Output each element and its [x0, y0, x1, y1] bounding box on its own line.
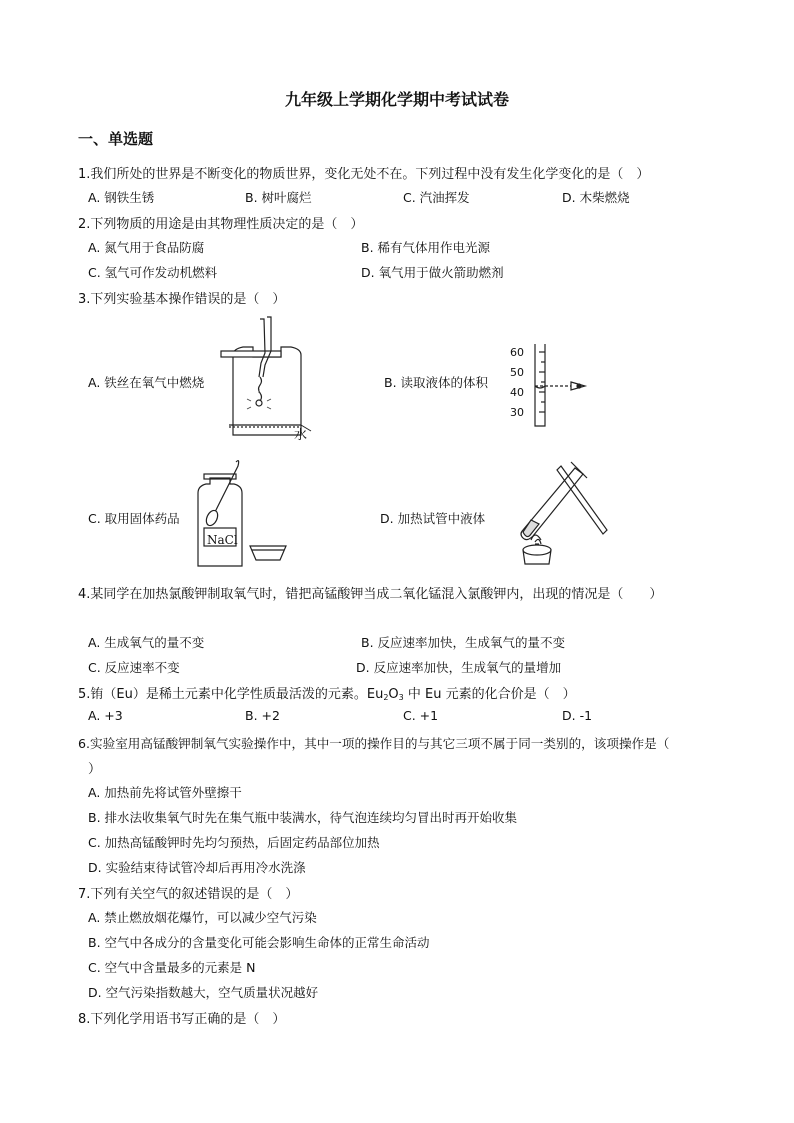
q6-option-b: B. 排水法收集氧气时先在集气瓶中装满水，待气泡连续均匀冒出时再开始收集	[88, 810, 518, 825]
iron-wire-combustion-figure	[215, 315, 315, 440]
q5-option-d: D. -1	[562, 708, 593, 723]
q3-option-c: C. 取用固体药品	[88, 511, 180, 526]
solid-reagent-figure	[190, 458, 300, 570]
q1-option-b: B. 树叶腐烂	[245, 190, 312, 205]
q6-option-d: D. 实验结束待试管冷却后再用冷水洗涤	[88, 860, 306, 875]
q3-option-d: D. 加热试管中液体	[380, 511, 486, 526]
question-3-stem: 3.下列实验基本操作错误的是（ ）	[78, 292, 286, 307]
q2-option-d: D. 氧气用于做火箭助燃剂	[361, 265, 504, 280]
q3-option-a: A. 铁丝在氧气中燃烧	[88, 375, 205, 390]
q2-option-a: A. 氮气用于食品防腐	[88, 240, 205, 255]
water-label: 水	[294, 428, 308, 443]
cylinder-tick-40: 40	[510, 386, 524, 399]
q7-option-b: B. 空气中各成分的含量变化可能会影响生命体的正常生命活动	[88, 935, 430, 950]
nacl-label: NaCl	[207, 533, 238, 547]
q4-option-c: C. 反应速率不变	[88, 660, 180, 675]
cylinder-tick-60: 60	[510, 346, 524, 359]
cylinder-tick-30: 30	[510, 406, 524, 419]
section-heading: 一、单选题	[78, 130, 154, 148]
q7-option-d: D. 空气污染指数越大，空气质量状况越好	[88, 985, 319, 1000]
question-5-stem: 5.铕（Eu）是稀土元素中化学性质最活泼的元素。$Eu_2O_3$ 中 Eu 元素的化合价是（ ）	[78, 687, 576, 702]
question-8-stem: 8.下列化学用语书写正确的是（ ）	[78, 1012, 286, 1027]
q2-option-c: C. 氢气可作发动机燃料	[88, 265, 218, 280]
q2-option-b: B. 稀有气体用作电光源	[361, 240, 491, 255]
question-2-stem: 2.下列物质的用途是由其物理性质决定的是（ ）	[78, 217, 364, 232]
question-4-stem: 4.某同学在加热氯酸钾制取氧气时，错把高锰酸钾当成二氧化锰混入氯酸钾内，出现的情况是（ ）	[78, 587, 663, 602]
q6-option-c: C. 加热高锰酸钾时先均匀预热，后固定药品部位加热	[88, 835, 380, 850]
q6-option-a: A. 加热前先将试管外壁擦干	[88, 785, 242, 800]
q4-option-b: B. 反应速率加快，生成氧气的量不变	[361, 635, 566, 650]
q5-option-b: B. +2	[245, 708, 280, 723]
q1-option-d: D. 木柴燃烧	[562, 190, 630, 205]
question-1-stem: 1.我们所处的世界是不断变化的物质世界，变化无处不在。下列过程中没有发生化学变化的是（ ）	[78, 167, 650, 182]
cylinder-tick-50: 50	[510, 366, 524, 379]
q1-option-a: A. 钢铁生锈	[88, 190, 155, 205]
q5-option-a: A. +3	[88, 708, 123, 723]
heating-test-tube-figure	[505, 460, 615, 572]
question-7-stem: 7.下列有关空气的叙述错误的是（ ）	[78, 887, 299, 902]
question-6-stem: 6.实验室用高锰酸钾制氧气实验操作中，其中一项的操作目的与其它三项不属于同一类别的，该项操作是（	[78, 736, 670, 751]
q3-option-b: B. 读取液体的体积	[384, 375, 489, 390]
q5-option-c: C. +1	[403, 708, 439, 723]
question-6-stem-end: ）	[88, 762, 102, 777]
q4-option-a: A. 生成氧气的量不变	[88, 635, 205, 650]
q4-option-d: D. 反应速率加快，生成氧气的量增加	[356, 660, 562, 675]
page-title: 九年级上学期化学期中考试试卷	[284, 90, 509, 109]
q7-option-a: A. 禁止燃放烟花爆竹，可以减少空气污染	[88, 910, 317, 925]
q1-option-c: C. 汽油挥发	[403, 190, 470, 205]
q7-option-c: C. 空气中含量最多的元素是 N	[88, 960, 256, 975]
